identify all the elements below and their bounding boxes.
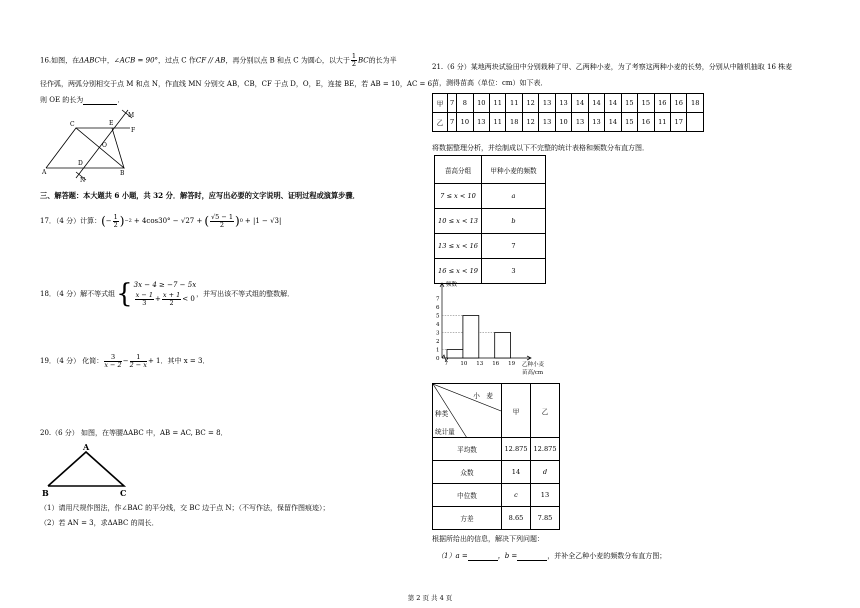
header-cell: 乙 [531, 384, 560, 438]
q18-ineq2: $\frac{x - 1}{3}$ + $\frac{x + 1}{2}$ < 0 [135, 291, 195, 307]
cell: 7.85 [531, 507, 560, 530]
q18-ineq1: 3x − 4 ≥ −7 − 5x [133, 281, 197, 289]
q17-exp1: −2 [124, 217, 132, 224]
q20-label-a: A [83, 442, 90, 452]
q17-paren-open: ( [101, 214, 106, 228]
q21-after: 根据所给出的信息，解决下列问题： [432, 535, 544, 543]
cell: 7 [448, 94, 457, 113]
cell: 16 ≤ x < 19 [435, 259, 482, 284]
q19-frac1 [104, 354, 121, 369]
answer-blank-a[interactable] [468, 553, 498, 561]
answer-blank-b[interactable] [517, 553, 547, 561]
q18-ineq2-tail: < 0 [182, 295, 195, 303]
q16-line-be [112, 128, 124, 168]
histogram-xtick: 10 [460, 361, 468, 367]
diag-mid-label: 种类 [435, 410, 449, 418]
cell: 13 ≤ x < 16 [435, 234, 482, 259]
cell: 17 [671, 113, 687, 132]
q17-frac2-den: 2 [219, 220, 225, 229]
q17: 17．（4 分）计算： ( − $\frac{1}{2}$ ) −2 + 4cos30° − √27 + ( $\frac{√5 - 1}{2}$ ) 0 + |1 − √3| [40, 212, 282, 229]
cell: 18 [506, 113, 522, 132]
q16-triangle: ΔABC [79, 56, 100, 65]
q16-label-c: C [70, 121, 75, 128]
q20-triangle [48, 452, 124, 486]
table-row [433, 461, 560, 484]
table-header-row [435, 156, 546, 184]
cell: 13 [555, 94, 571, 113]
cell: 14 [605, 94, 621, 113]
header-cell: 甲 [502, 384, 531, 438]
q16-text-oe: 则 OE 的长为 [40, 96, 84, 104]
table-row [435, 184, 546, 209]
q21-sub1-c: ，并补全乙种小麦的频数分布直方图； [547, 552, 667, 560]
diagonal-header-cell [433, 384, 502, 438]
cell: 14 [572, 94, 588, 113]
q21-sub1-b: ，b = [497, 552, 518, 560]
header-cell: 苗高分组 [435, 156, 482, 184]
cell: 18 [687, 94, 704, 113]
q19: 19．（4 分） 化简： $\frac{3}{x - 2}$ − $\frac{1}{2 - x}$ + 1．其中 x = 3． [40, 352, 210, 369]
cell: 7 ≤ x < 10 [435, 184, 482, 209]
q16-bc: BC [358, 56, 369, 65]
cell: 15 [638, 94, 654, 113]
q16-line3 [40, 96, 124, 105]
q16-line1 [40, 53, 397, 68]
histogram-ytick: 7 [436, 296, 440, 303]
histogram-ytick: 5 [436, 313, 440, 320]
q16-label-f: F [131, 127, 136, 134]
q16-text-f: 的长为半 [368, 56, 397, 65]
histogram-ytick: 3 [436, 330, 440, 337]
q17-frac1-den: 2 [113, 220, 118, 229]
cell: 12 [522, 113, 538, 132]
row-label: 中位数 [433, 484, 502, 507]
q17-exp2: 0 [239, 217, 243, 224]
q19-frac1-den: x − 2 [104, 360, 122, 369]
q17-frac1 [113, 214, 119, 229]
cell: 13 [588, 113, 604, 132]
q20-line1: 20.（6 分） 如图，在等腰ΔABC 中，AB = AC, BC = 8． [40, 429, 228, 437]
q17-tail: + |1 − √3| [244, 216, 282, 225]
q16-label-o: O [102, 142, 107, 149]
row-label: 乙 [433, 113, 448, 132]
row-label: 方差 [433, 507, 502, 530]
q21-line1: 21.（6 分）某地两块试验田中分别栽种了甲、乙两种小麦，为了考察这两种小麦的长势，分别从中随机抽取 16 株麦 [432, 63, 793, 71]
cell: 12 [522, 94, 538, 113]
table-header-row [433, 384, 560, 438]
cell: 16 [654, 94, 670, 113]
histogram-ytick: 1 [436, 347, 440, 354]
q16-label-a: A [42, 169, 47, 176]
q17-frac1-num: 1 [113, 212, 118, 221]
cell: 16 [638, 113, 654, 132]
header-cell: 甲种小麦的频数 [482, 156, 546, 184]
cell: b [482, 209, 546, 234]
table-row-yi [433, 113, 704, 132]
cell: d [531, 461, 560, 484]
q17-paren2-close: ) [235, 214, 240, 228]
histogram-ylabel: 频数 [446, 282, 458, 288]
q18-prefix: 18．（4 分）解不等式组 [40, 289, 116, 298]
q18-frac-b-num: x + 1 [162, 291, 181, 299]
q18-brace: { [116, 279, 133, 309]
q21-data-table [432, 93, 704, 132]
q16-text-d: ，再分别以点 B 和点 C 为圆心，以大于 [225, 56, 350, 65]
histogram-ytick: 0 [436, 356, 440, 362]
q18-frac-a-num: x − 1 [135, 291, 154, 299]
cell: 13 [539, 113, 555, 132]
q16-text-c: ，过点 C 作 [158, 56, 196, 65]
q16-fraction [351, 53, 357, 68]
table-row [433, 438, 560, 461]
histogram-xtick: 16 [492, 361, 500, 367]
cell: 11 [654, 113, 670, 132]
q21-sub1 [437, 552, 666, 561]
q16-figure [40, 108, 140, 186]
q17-paren2-open: ( [204, 214, 209, 228]
q16-line2: 径作弧，两弧分别相交于点 M 和点 N，作直线 MN 分别交 AB，CB，CF 于点 D，O，E，连接 BE，若 AB = 10，AC = 6， [40, 80, 440, 88]
q19-frac2 [130, 354, 147, 369]
cell: 7 [448, 113, 457, 132]
q16-text-b: 中， [99, 56, 114, 65]
q16-label-b: B [120, 170, 125, 177]
histogram-xlabel: 乙种小麦 [522, 362, 545, 368]
cell: 11 [490, 94, 506, 113]
q18-suffix: ，并写出该不等式组的整数解． [196, 289, 295, 298]
histogram-xtick: 13 [476, 361, 484, 367]
histogram-xunit: 苗高/cm [522, 370, 544, 376]
cell: 10 ≤ x < 13 [435, 209, 482, 234]
cell: 13 [473, 113, 489, 132]
q17-frac2 [210, 214, 234, 229]
cell: 11 [490, 113, 506, 132]
q19-suffix: + 1．其中 x = 3． [147, 356, 210, 365]
q17-prefix: 17．（4 分）计算： [40, 216, 102, 225]
cell: 15 [621, 113, 637, 132]
q16-label-n: N [80, 177, 86, 184]
cell: 13 [572, 113, 588, 132]
cell: 8.65 [502, 507, 531, 530]
row-label: 甲 [433, 94, 448, 113]
q16-label-m: M [128, 112, 135, 119]
cell: a [482, 184, 546, 209]
cell: 11 [506, 94, 522, 113]
q20-label-b: B [42, 488, 49, 498]
table-row [433, 484, 560, 507]
histogram-ytick: 6 [436, 305, 440, 311]
q21-sub1-a: （1）a = [437, 552, 468, 560]
cell: 10 [457, 113, 473, 132]
histogram-bar-16-19 [495, 333, 511, 359]
q20-label-c: C [120, 488, 127, 498]
q17-mid: + 4cos30° − √27 + [133, 216, 203, 225]
histogram-xtick: 7 [444, 361, 448, 367]
diag-bot-label: 统计量 [435, 428, 455, 436]
table-row-jia [433, 94, 704, 113]
histogram-bar-7-10 [447, 350, 463, 359]
cell: 13 [531, 484, 560, 507]
q17-frac2-num: √5 − 1 [211, 212, 233, 221]
q16-cf: CF // AB [195, 56, 226, 65]
cell-empty [687, 113, 704, 132]
table-row [435, 209, 546, 234]
cell: 10 [555, 113, 571, 132]
diag-top-label: 小 麦 [473, 392, 493, 400]
cell: 7 [482, 234, 546, 259]
cell: 14 [502, 461, 531, 484]
q21-line2: 苗，测得苗高（单位：cm）如下表． [432, 79, 548, 87]
q16-answer-blank[interactable] [83, 97, 117, 105]
q19-frac1-num: 3 [104, 354, 121, 362]
histogram-bar-10-13 [463, 316, 479, 359]
q16-label-d: D [78, 160, 83, 167]
q16-period: ． [117, 96, 125, 104]
q16-text-a: 16.如图，在 [40, 56, 80, 65]
cell: c [502, 484, 531, 507]
cell: 12.875 [531, 438, 560, 461]
q21-frequency-table [434, 155, 546, 284]
histogram-ytick: 4 [436, 322, 440, 328]
q19-frac2-num: 1 [130, 354, 147, 362]
q18 [40, 276, 294, 312]
table-row [433, 507, 560, 530]
q20-sub1: （1）请用尺规作图法，作∠BAC 的平分线，交 BC 边于点 N；（不写作法，保留作图痕迹）； [40, 504, 330, 512]
q17-paren-close: ) [119, 214, 125, 228]
q19-frac2-den: 2 − x [129, 360, 147, 369]
q18-frac-a-den: 3 [142, 299, 147, 307]
q16-frac-den: 2 [351, 60, 356, 68]
cell: 13 [539, 94, 555, 113]
table-row [435, 234, 546, 259]
page-footer: 第 2 页 共 4 页 [407, 594, 453, 602]
q16-angle: ∠ACB = 90° [113, 56, 159, 65]
cell: 12.875 [502, 438, 531, 461]
q21-statistics-table [432, 383, 560, 530]
section-3-heading: 三、解答题：本大题共 6 小题，共 32 分．解答时，应写出必要的文字说明、证明过程或演算步骤． [40, 191, 360, 200]
q18-frac-b-den: 2 [169, 299, 174, 307]
cell: 8 [457, 94, 473, 113]
cell: 16 [671, 94, 687, 113]
q21-note: 将数据整理分析，并绘制成以下不完整的统计表格和频数分布直方图． [432, 144, 649, 152]
q16-triangle-abc [46, 128, 124, 168]
q18-system [134, 281, 197, 307]
q19-prefix: 19．（4 分） 化简： [40, 356, 104, 365]
row-label: 众数 [433, 461, 502, 484]
cell: 15 [621, 94, 637, 113]
q18-frac-a [135, 292, 154, 307]
q20-sub2: （2）若 AN = 3，求ΔABC 的周长． [40, 519, 159, 527]
q20-figure [40, 440, 140, 500]
histogram-ytick: 2 [436, 339, 440, 345]
cell: 14 [605, 113, 621, 132]
cell: 14 [588, 94, 604, 113]
row-label: 平均数 [433, 438, 502, 461]
q16-label-e: E [109, 120, 114, 127]
q16-frac-num: 1 [351, 52, 356, 60]
histogram [430, 278, 560, 378]
cell: 3 [482, 259, 546, 284]
q18-frac-b [162, 292, 181, 307]
histogram-xtick: 19 [508, 361, 516, 367]
cell: 10 [473, 94, 489, 113]
